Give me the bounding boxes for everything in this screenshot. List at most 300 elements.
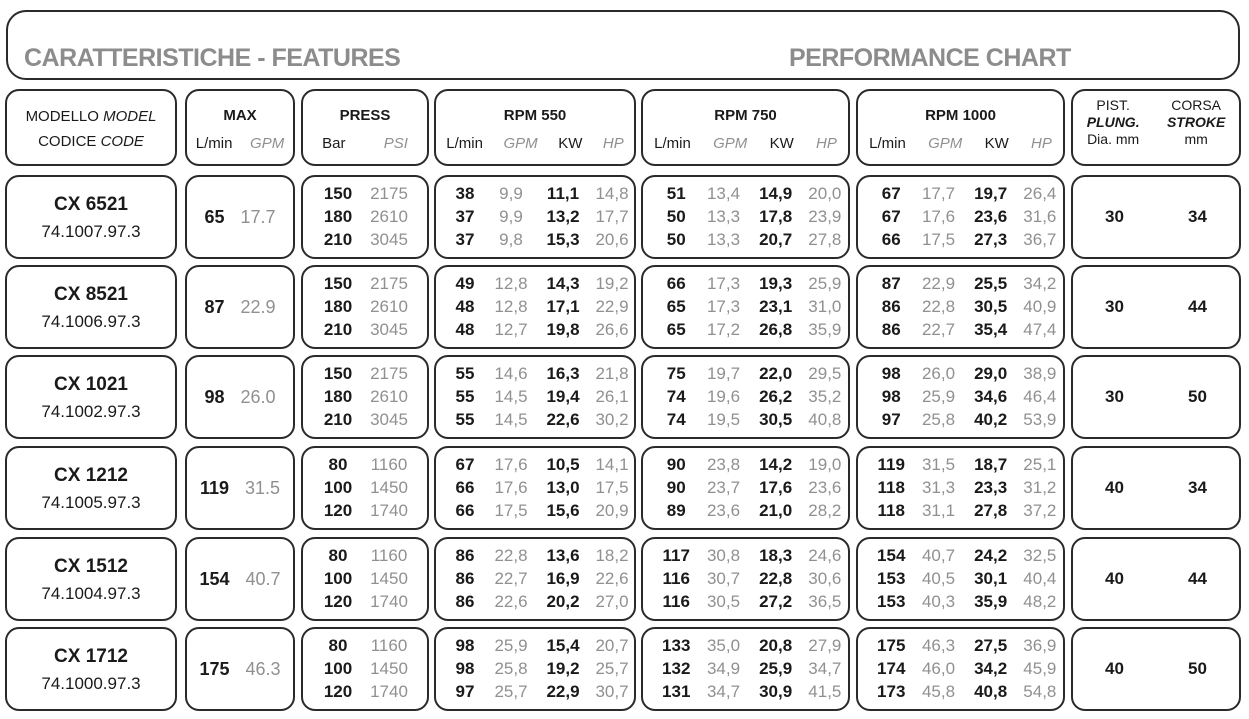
pressure-psi-value: 1450 — [370, 659, 408, 678]
header-gpm: GPM — [713, 135, 748, 152]
stroke-value: 34 — [1188, 478, 1207, 497]
flow-lmin-value: 97 — [881, 410, 901, 429]
rpm-550-cell — [434, 355, 636, 439]
plunger-diameter-value: 30 — [1105, 387, 1124, 406]
flow-gpm-value: 40,5 — [921, 569, 956, 588]
header-max-gpm: GPM — [250, 135, 285, 152]
pressure-cell — [301, 355, 429, 439]
rpm-550-cell — [434, 627, 636, 711]
flow-gpm-value: 9,8 — [499, 230, 523, 249]
power-hp-value: 48,2 — [1023, 592, 1057, 611]
header-rpm-1000-label: RPM 1000 — [925, 107, 996, 124]
max-lmin-value: 65 — [204, 207, 225, 227]
header-press-label: PRESS — [339, 107, 391, 124]
power-hp-value: 23,9 — [808, 207, 842, 226]
flow-lmin-value: 66 — [455, 478, 475, 497]
header-hp: HP — [1031, 135, 1052, 152]
power-kw-value: 30,5 — [759, 410, 793, 429]
rpm-550-cell — [434, 265, 636, 349]
rpm-1000-cell — [856, 446, 1065, 530]
power-kw-value: 16,3 — [546, 364, 580, 383]
max-flow-cell — [185, 627, 295, 711]
max-flow-cell — [185, 175, 295, 259]
power-hp-value: 37,2 — [1023, 501, 1057, 520]
power-hp-value: 23,6 — [808, 478, 842, 497]
flow-lmin-value: 89 — [666, 501, 686, 520]
model-code: 74.1006.97.3 — [41, 312, 141, 331]
flow-lmin-value: 67 — [455, 455, 475, 474]
flow-gpm-value: 9,9 — [499, 184, 523, 203]
header-press — [301, 89, 429, 166]
header-gpm: GPM — [503, 135, 538, 152]
flow-lmin-value: 154 — [877, 546, 906, 565]
power-hp-value: 22,9 — [595, 297, 629, 316]
flow-lmin-value: 38 — [455, 184, 475, 203]
power-hp-value: 17,7 — [595, 207, 629, 226]
power-kw-value: 34,2 — [974, 659, 1008, 678]
pressure-psi-value: 1740 — [370, 592, 408, 611]
flow-lmin-value: 133 — [662, 636, 691, 655]
power-hp-value: 36,7 — [1023, 230, 1057, 249]
power-hp-value: 31,0 — [808, 297, 842, 316]
pressure-psi-value: 1740 — [370, 682, 408, 701]
power-hp-value: 20,7 — [595, 636, 629, 655]
pressure-psi-value: 1160 — [370, 636, 408, 655]
plunger-stroke-cell — [1071, 537, 1241, 621]
model-name: CX 1512 — [54, 556, 128, 577]
flow-gpm-value: 31,1 — [921, 501, 956, 520]
flow-gpm-value: 17,6 — [921, 207, 956, 226]
stroke-value: 34 — [1188, 207, 1207, 226]
flow-gpm-value: 13,3 — [706, 230, 741, 249]
pressure-cell — [301, 537, 429, 621]
power-hp-value: 30,7 — [595, 682, 629, 701]
power-kw-value: 23,6 — [974, 207, 1008, 226]
power-hp-value: 20,0 — [808, 184, 842, 203]
header-rpm-550-label: RPM 550 — [503, 107, 567, 124]
power-kw-value: 27,8 — [974, 501, 1008, 520]
max-lmin-value: 98 — [204, 387, 225, 407]
flow-lmin-value: 55 — [455, 410, 475, 429]
power-hp-value: 38,9 — [1023, 364, 1057, 383]
stroke-value: 44 — [1188, 569, 1207, 588]
power-hp-value: 40,9 — [1023, 297, 1057, 316]
power-kw-value: 30,5 — [974, 297, 1008, 316]
model-cell — [5, 265, 177, 349]
flow-gpm-value: 22,8 — [494, 546, 528, 565]
power-hp-value: 25,1 — [1023, 455, 1057, 474]
power-kw-value: 14,2 — [759, 455, 793, 474]
model-name: CX 1212 — [54, 465, 128, 486]
pressure-bar-value: 100 — [323, 659, 353, 678]
pressure-psi-value: 2175 — [370, 364, 408, 383]
model-cell — [5, 355, 177, 439]
flow-gpm-value: 22,6 — [494, 592, 528, 611]
power-kw-value: 21,0 — [759, 501, 793, 520]
pressure-bar-value: 180 — [323, 297, 353, 316]
power-hp-value: 40,8 — [808, 410, 842, 429]
power-hp-value: 31,6 — [1023, 207, 1057, 226]
power-kw-value: 14,9 — [759, 184, 793, 203]
power-kw-value: 23,1 — [759, 297, 793, 316]
flow-lmin-value: 65 — [666, 320, 686, 339]
power-kw-value: 35,4 — [974, 320, 1008, 339]
power-hp-value: 26,6 — [595, 320, 629, 339]
pressure-bar-value: 120 — [323, 592, 353, 611]
pressure-cell — [301, 627, 429, 711]
flow-lmin-value: 86 — [455, 546, 475, 565]
flow-lmin-value: 98 — [881, 387, 901, 406]
flow-gpm-value: 30,7 — [706, 569, 741, 588]
power-kw-value: 22,0 — [759, 364, 793, 383]
flow-lmin-value: 50 — [666, 230, 686, 249]
pressure-cell — [301, 446, 429, 530]
power-kw-value: 27,5 — [974, 636, 1008, 655]
flow-gpm-value: 17,7 — [921, 184, 956, 203]
flow-lmin-value: 48 — [455, 320, 475, 339]
model-name: CX 8521 — [54, 284, 128, 305]
flow-lmin-value: 67 — [881, 184, 901, 203]
pressure-bar-value: 150 — [323, 184, 353, 203]
flow-gpm-value: 31,5 — [921, 455, 956, 474]
header-corsa-unit: mm — [1184, 131, 1208, 147]
flow-gpm-value: 23,6 — [706, 501, 741, 520]
flow-gpm-value: 26,0 — [921, 364, 956, 383]
flow-gpm-value: 19,7 — [706, 364, 741, 383]
power-kw-value: 27,3 — [974, 230, 1008, 249]
header-plung: PLUNG. — [1086, 114, 1140, 130]
max-flow-cell — [185, 446, 295, 530]
max-flow-cell — [185, 355, 295, 439]
header-lmin: L/min — [446, 135, 483, 152]
flow-lmin-value: 174 — [877, 659, 906, 678]
power-kw-value: 10,5 — [546, 455, 580, 474]
flow-lmin-value: 153 — [877, 592, 906, 611]
rpm-1000-cell — [856, 355, 1065, 439]
stroke-value: 44 — [1188, 297, 1207, 316]
header-rpm-750 — [641, 89, 850, 166]
plunger-stroke-cell — [1071, 627, 1241, 711]
power-kw-value: 26,2 — [759, 387, 793, 406]
power-hp-value: 35,2 — [808, 387, 842, 406]
model-cell — [5, 175, 177, 259]
flow-gpm-value: 17,2 — [706, 320, 741, 339]
power-kw-value: 27,2 — [759, 592, 793, 611]
flow-gpm-value: 17,5 — [921, 230, 956, 249]
power-hp-value: 19,2 — [595, 274, 629, 293]
power-kw-value: 30,9 — [759, 682, 793, 701]
flow-lmin-value: 86 — [455, 569, 475, 588]
power-hp-value: 27,9 — [808, 636, 842, 655]
rpm-1000-cell — [856, 627, 1065, 711]
flow-lmin-value: 97 — [455, 682, 475, 701]
pressure-bar-value: 80 — [328, 455, 348, 474]
flow-gpm-value: 12,8 — [494, 274, 528, 293]
plunger-diameter-value: 40 — [1105, 569, 1124, 588]
flow-lmin-value: 66 — [881, 230, 901, 249]
power-hp-value: 30,2 — [595, 410, 629, 429]
flow-lmin-value: 51 — [666, 184, 686, 203]
flow-gpm-value: 45,8 — [921, 682, 956, 701]
power-hp-value: 30,6 — [808, 569, 842, 588]
rpm-1000-cell — [856, 537, 1065, 621]
header-max — [185, 89, 295, 166]
power-kw-value: 24,2 — [974, 546, 1008, 565]
power-kw-value: 19,8 — [546, 320, 580, 339]
pressure-bar-value: 120 — [323, 501, 353, 520]
power-hp-value: 21,8 — [595, 364, 629, 383]
header-gpm: GPM — [928, 135, 963, 152]
power-hp-value: 22,6 — [595, 569, 629, 588]
header-stroke: STROKE — [1166, 114, 1226, 130]
flow-lmin-value: 116 — [662, 569, 690, 588]
pressure-psi-value: 2175 — [370, 184, 408, 203]
max-gpm-value: 31.5 — [245, 478, 281, 498]
flow-lmin-value: 175 — [877, 636, 906, 655]
flow-gpm-value: 34,9 — [706, 659, 741, 678]
flow-lmin-value: 75 — [666, 364, 686, 383]
flow-lmin-value: 118 — [877, 478, 905, 497]
plunger-stroke-cell — [1071, 175, 1241, 259]
flow-gpm-value: 19,6 — [706, 387, 741, 406]
flow-gpm-value: 17,3 — [706, 297, 741, 316]
flow-lmin-value: 37 — [455, 230, 475, 249]
model-name: CX 6521 — [54, 194, 128, 215]
plunger-diameter-value: 40 — [1105, 659, 1124, 678]
max-lmin-value: 119 — [199, 478, 229, 498]
max-gpm-value: 17.7 — [240, 207, 276, 227]
rpm-1000-cell — [856, 175, 1065, 259]
pressure-psi-value: 1740 — [370, 501, 408, 520]
pressure-bar-value: 210 — [323, 320, 353, 339]
flow-gpm-value: 17,6 — [494, 455, 528, 474]
power-kw-value: 17,8 — [759, 207, 793, 226]
power-hp-value: 45,9 — [1023, 659, 1057, 678]
flow-gpm-value: 23,7 — [706, 478, 741, 497]
header-corsa: CORSA — [1171, 97, 1222, 113]
power-hp-value: 54,8 — [1023, 682, 1057, 701]
flow-lmin-value: 66 — [455, 501, 475, 520]
header-rpm-1000 — [856, 89, 1065, 166]
pressure-cell — [301, 265, 429, 349]
power-kw-value: 15,3 — [546, 230, 580, 249]
flow-gpm-value: 22,7 — [921, 320, 956, 339]
power-hp-value: 35,9 — [808, 320, 842, 339]
power-hp-value: 28,2 — [808, 501, 842, 520]
power-kw-value: 19,3 — [759, 274, 793, 293]
plunger-diameter-value: 40 — [1105, 478, 1124, 497]
power-hp-value: 17,5 — [595, 478, 629, 497]
pressure-bar-value: 210 — [323, 230, 353, 249]
flow-gpm-value: 17,5 — [494, 501, 528, 520]
flow-gpm-value: 25,8 — [921, 410, 956, 429]
model-name: CX 1712 — [54, 646, 128, 667]
power-kw-value: 16,9 — [546, 569, 580, 588]
power-hp-value: 34,2 — [1023, 274, 1057, 293]
pressure-bar-value: 80 — [328, 546, 348, 565]
flow-lmin-value: 37 — [455, 207, 475, 226]
power-hp-value: 25,7 — [595, 659, 629, 678]
flow-lmin-value: 74 — [666, 387, 686, 406]
header-hp: HP — [816, 135, 837, 152]
power-kw-value: 22,9 — [546, 682, 580, 701]
header-kw: KW — [558, 135, 583, 152]
flow-lmin-value: 65 — [666, 297, 686, 316]
plunger-stroke-cell — [1071, 355, 1241, 439]
model-cell — [5, 446, 177, 530]
power-hp-value: 14,1 — [595, 455, 629, 474]
flow-gpm-value: 13,3 — [706, 207, 741, 226]
flow-lmin-value: 86 — [881, 297, 901, 316]
header-code-label-en: CODE — [100, 133, 144, 150]
pressure-bar-value: 180 — [323, 207, 353, 226]
pressure-bar-value: 120 — [323, 682, 353, 701]
power-hp-value: 29,5 — [808, 364, 842, 383]
flow-lmin-value: 117 — [662, 546, 690, 565]
header-kw: KW — [769, 135, 794, 152]
rpm-750-cell — [641, 175, 850, 259]
model-code: 74.1002.97.3 — [41, 402, 141, 421]
flow-lmin-value: 86 — [455, 592, 475, 611]
pressure-psi-value: 1450 — [370, 478, 408, 497]
power-kw-value: 40,2 — [974, 410, 1008, 429]
max-flow-cell — [185, 265, 295, 349]
power-kw-value: 35,9 — [974, 592, 1008, 611]
flow-lmin-value: 118 — [877, 501, 905, 520]
power-hp-value: 25,9 — [808, 274, 842, 293]
header-pist-unit: Dia. mm — [1087, 131, 1140, 147]
power-kw-value: 14,3 — [546, 274, 580, 293]
flow-gpm-value: 19,5 — [706, 410, 741, 429]
flow-lmin-value: 153 — [877, 569, 906, 588]
power-hp-value: 46,4 — [1023, 387, 1057, 406]
flow-gpm-value: 17,6 — [494, 478, 528, 497]
rpm-750-cell — [641, 537, 850, 621]
flow-lmin-value: 173 — [877, 682, 906, 701]
header-press-psi: PSI — [383, 135, 408, 152]
rpm-750-cell — [641, 446, 850, 530]
max-flow-cell — [185, 537, 295, 621]
plunger-stroke-cell — [1071, 446, 1241, 530]
power-hp-value: 53,9 — [1023, 410, 1057, 429]
power-hp-value: 26,4 — [1023, 184, 1057, 203]
max-gpm-value: 40.7 — [245, 569, 281, 589]
rpm-550-cell — [434, 175, 636, 259]
pressure-bar-value: 210 — [323, 410, 353, 429]
pressure-psi-value: 3045 — [370, 320, 408, 339]
power-kw-value: 20,7 — [759, 230, 793, 249]
power-kw-value: 22,8 — [759, 569, 793, 588]
flow-gpm-value: 30,8 — [706, 546, 741, 565]
pressure-bar-value: 150 — [323, 274, 353, 293]
max-gpm-value: 22.9 — [240, 297, 276, 317]
rpm-550-cell — [434, 446, 636, 530]
plunger-diameter-value: 30 — [1105, 297, 1124, 316]
flow-gpm-value: 14,6 — [494, 364, 528, 383]
pressure-bar-value: 180 — [323, 387, 353, 406]
power-kw-value: 20,8 — [759, 636, 793, 655]
pressure-bar-value: 100 — [323, 478, 353, 497]
max-lmin-value: 87 — [204, 297, 225, 317]
header-model-label-en: MODEL — [103, 108, 157, 125]
power-kw-value: 17,6 — [759, 478, 793, 497]
flow-lmin-value: 132 — [662, 659, 691, 678]
power-kw-value: 22,6 — [546, 410, 580, 429]
pressure-psi-value: 3045 — [370, 230, 408, 249]
pressure-psi-value: 2175 — [370, 274, 408, 293]
model-name: CX 1021 — [54, 374, 128, 395]
power-hp-value: 14,8 — [595, 184, 629, 203]
power-kw-value: 23,3 — [974, 478, 1008, 497]
power-kw-value: 29,0 — [974, 364, 1008, 383]
header-rpm-750-label: RPM 750 — [714, 107, 777, 124]
flow-gpm-value: 12,7 — [494, 320, 528, 339]
power-kw-value: 19,2 — [546, 659, 580, 678]
max-gpm-value: 46.3 — [245, 659, 281, 679]
model-cell — [5, 627, 177, 711]
header-max-lmin: L/min — [195, 135, 233, 152]
model-code: 74.1007.97.3 — [41, 222, 141, 241]
flow-lmin-value: 74 — [666, 410, 686, 429]
plunger-diameter-value: 30 — [1105, 207, 1124, 226]
flow-lmin-value: 98 — [455, 659, 475, 678]
max-gpm-value: 26.0 — [240, 387, 276, 407]
pressure-psi-value: 1160 — [370, 546, 408, 565]
power-kw-value: 13,0 — [546, 478, 580, 497]
flow-lmin-value: 55 — [455, 364, 475, 383]
flow-gpm-value: 23,8 — [706, 455, 741, 474]
power-kw-value: 17,1 — [546, 297, 580, 316]
power-hp-value: 18,2 — [595, 546, 629, 565]
power-kw-value: 18,7 — [974, 455, 1008, 474]
rpm-750-cell — [641, 265, 850, 349]
flow-lmin-value: 98 — [455, 636, 475, 655]
pressure-bar-value: 100 — [323, 569, 353, 588]
stroke-value: 50 — [1188, 659, 1207, 678]
header-press-bar: Bar — [322, 135, 346, 152]
power-hp-value: 32,5 — [1023, 546, 1057, 565]
flow-lmin-value: 119 — [877, 455, 905, 474]
flow-gpm-value: 14,5 — [494, 387, 528, 406]
pressure-psi-value: 2610 — [370, 387, 408, 406]
flow-lmin-value: 67 — [881, 207, 901, 226]
stroke-value: 50 — [1188, 387, 1207, 406]
power-kw-value: 30,1 — [974, 569, 1008, 588]
flow-gpm-value: 22,8 — [921, 297, 956, 316]
power-hp-value: 19,0 — [808, 455, 842, 474]
power-hp-value: 36,9 — [1023, 636, 1057, 655]
power-kw-value: 19,4 — [546, 387, 580, 406]
power-kw-value: 13,2 — [546, 207, 580, 226]
pressure-psi-value: 1160 — [370, 455, 408, 474]
rpm-750-cell — [641, 355, 850, 439]
model-code: 74.1005.97.3 — [41, 493, 141, 512]
flow-gpm-value: 34,7 — [706, 682, 741, 701]
flow-gpm-value: 40,3 — [921, 592, 956, 611]
power-kw-value: 25,9 — [759, 659, 793, 678]
power-hp-value: 20,6 — [595, 230, 629, 249]
header-model — [5, 89, 177, 166]
performance-chart-title: PERFORMANCE CHART — [789, 44, 1071, 72]
pressure-psi-value: 3045 — [370, 410, 408, 429]
flow-gpm-value: 35,0 — [706, 636, 741, 655]
power-kw-value: 18,3 — [759, 546, 793, 565]
flow-lmin-value: 86 — [881, 320, 901, 339]
pressure-cell — [301, 175, 429, 259]
header-model-label: MODELLO — [25, 108, 99, 125]
power-hp-value: 27,8 — [808, 230, 842, 249]
power-kw-value: 20,2 — [546, 592, 580, 611]
